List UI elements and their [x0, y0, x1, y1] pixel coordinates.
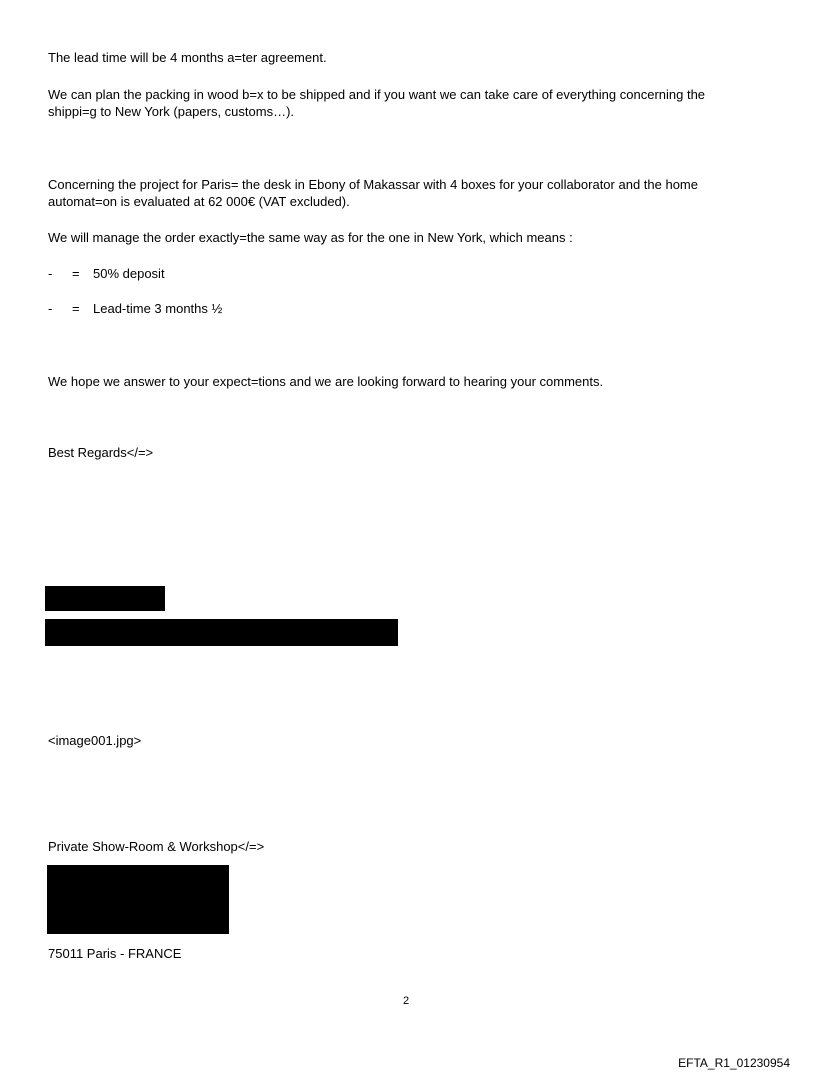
hope-text: We hope we answer to your expect=tions and we are looking forward to hearing your comments. — [48, 374, 604, 389]
packing-text-line1: We can plan the packing in wood b=x to be shipped and if you want we can take care of everything concerning the — [48, 87, 706, 102]
bullet-marker: = — [72, 301, 80, 316]
city-text: 75011 Paris - FRANCE — [48, 946, 182, 961]
paris-project-line1: Concerning the project for Paris= the desk in Ebony of Makassar with 4 boxes for your collaborator and the home — [48, 177, 698, 192]
redaction-block-address — [47, 865, 229, 934]
redaction-block-name — [45, 586, 165, 611]
showroom-text: Private Show-Room & Workshop</=> — [48, 839, 265, 854]
image-placeholder-text: <image001.jpg> — [48, 733, 142, 748]
redaction-block-title — [45, 619, 398, 646]
packing-text-line2: shippi=g to New York (papers, customs…). — [48, 104, 295, 119]
paris-project-line2: automat=on is evaluated at 62 000€ (VAT excluded). — [48, 194, 350, 209]
bullet-text: Lead-time 3 months ½ — [93, 301, 223, 316]
manage-order-text: We will manage the order exactly=the same way as for the one in New York, which means : — [48, 230, 573, 245]
bullet-dash: - — [48, 266, 53, 281]
page-number: 2 — [403, 995, 410, 1007]
document-id: EFTA_R1_01230954 — [678, 1056, 790, 1070]
bullet-marker: = — [72, 266, 80, 281]
closing-text: Best Regards</=> — [48, 445, 154, 460]
lead-time-text: The lead time will be 4 months a=ter agreement. — [48, 50, 327, 65]
bullet-dash: - — [48, 301, 53, 316]
bullet-text: 50% deposit — [93, 266, 165, 281]
